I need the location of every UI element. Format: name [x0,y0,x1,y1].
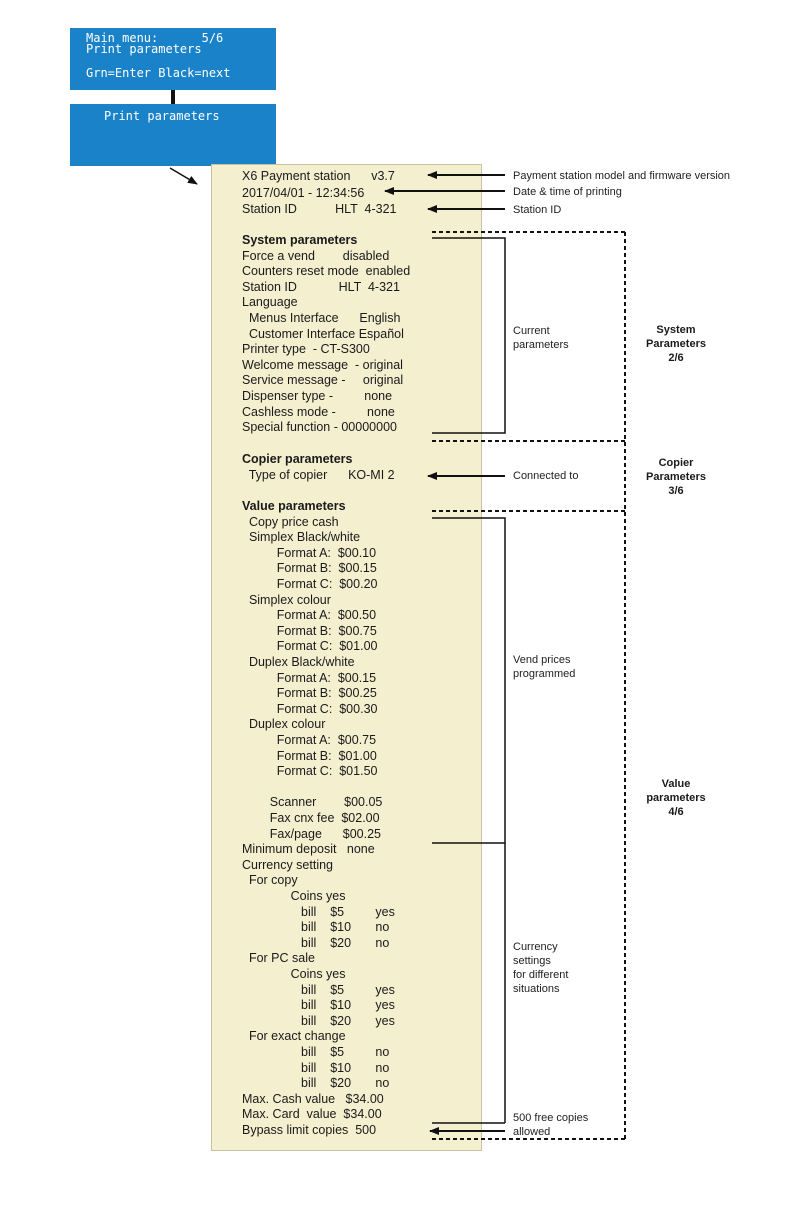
receipt-line: Cashless mode - none [242,404,395,419]
annotation-line: 500 free copies [513,1112,589,1124]
annotation-model: Payment station model and firmware version [513,170,731,182]
dashed-section-frames [432,232,625,1139]
receipt-line: Menus Interface English [242,311,401,325]
annotation-line: parameters [513,339,569,351]
receipt-line: Service message - original [242,373,404,388]
annotation-line: programmed [513,668,576,680]
receipt-line: Format A: $00.50 [242,608,377,623]
section-line: parameters [646,792,706,804]
annotation-connected-to: Connected to [513,470,579,482]
receipt-header-line: 2017/04/01 - 12:34:56 [242,185,365,200]
receipt-line: For copy [242,873,298,888]
receipt-line: Fax/page $00.25 [242,826,381,841]
receipt-line: For exact change [242,1029,346,1044]
section-line: 3/6 [668,485,684,497]
receipt-line: Format C: $01.00 [242,639,378,654]
lcd-line-1: Main menu: 5/6 [86,31,224,45]
annotation-line: allowed [513,1126,551,1138]
receipt-line: Welcome message - original [242,357,403,372]
annotation-line: Vend prices [513,654,571,666]
section-line: 2/6 [668,352,684,364]
receipt-line: bill $10 yes [242,998,395,1013]
receipt-line: bill $10 no [242,920,390,935]
receipt-line: Format C: $00.30 [242,701,378,716]
receipt-line: bill $5 yes [242,982,395,997]
receipt-line: Format C: $00.20 [242,577,378,591]
annotation-datetime: Date & time of printing [513,186,622,198]
annotation-line: Current [513,325,550,337]
receipt-line: Max. Cash value $34.00 [242,1091,384,1106]
section-line: Copier [658,457,694,469]
receipt-line: Station ID HLT 4-321 [242,279,400,294]
section-line: Parameters [646,338,706,350]
receipt-line: Format B: $00.75 [242,623,377,638]
receipt-line: Format B: $00.15 [242,561,377,576]
receipt-line: Language [242,295,298,310]
receipt-section-title: Copier parameters [242,452,353,466]
bracket-system [432,238,505,433]
annotation-station-id: Station ID [513,204,562,216]
annotation-line: Currency [513,941,558,953]
receipt-line: Bypass limit copies 500 [242,1123,377,1137]
receipt-line: Coins yes [242,967,346,981]
receipt-line: Dispenser type - none [242,389,393,403]
pointer-arrow-lcd-to-receipt [170,168,197,184]
receipt-line: For PC sale [242,951,315,966]
receipt-line: Counters reset mode enabled [242,264,411,279]
section-line: Parameters [646,471,706,483]
receipt-line: Simplex colour [242,592,331,607]
receipt-line: Coins yes [242,889,346,903]
section-line: 4/6 [668,806,684,818]
receipt-line: bill $10 no [242,1060,390,1075]
receipt-line: Scanner $00.05 [242,795,383,810]
receipt-line: Printer type - CT-S300 [242,342,370,357]
receipt-section-title: System parameters [242,233,358,247]
receipt-line: Format B: $01.00 [242,748,377,763]
receipt-section-title: Value parameters [242,499,346,513]
annotation-line: situations [513,983,560,995]
receipt-line: Force a vend disabled [242,248,390,263]
receipt-header-line: Station ID HLT 4-321 [242,202,397,216]
receipt-line: Fax cnx fee $02.00 [242,811,380,825]
lcd-print-line: Print parameters [104,109,220,123]
receipt-line: bill $20 yes [242,1013,395,1028]
receipt-line: bill $20 no [242,1076,390,1091]
receipt-line: Customer Interface Español [242,326,404,341]
section-line: System [656,324,696,336]
annotation-line: settings [513,955,551,967]
lcd-line-2: Print parameters [86,42,202,56]
receipt-line: Duplex colour [242,717,326,732]
receipt-line: bill $5 yes [242,904,395,919]
lcd-line-3: Grn=Enter Black=next [86,66,231,80]
receipt-header-line: X6 Payment station v3.7 [242,169,395,183]
section-line: Value [661,778,691,790]
receipt-line: Format C: $01.50 [242,764,378,779]
receipt-line: Format A: $00.75 [242,733,377,747]
receipt-line: Copy price cash [242,514,339,529]
receipt-line: Format B: $00.25 [242,686,377,701]
receipt-line: Special function - 00000000 [242,420,397,435]
receipt-line: Format A: $00.15 [242,670,377,685]
receipt-line: Minimum deposit none [242,842,375,857]
bracket-vend [432,518,505,843]
receipt-line: Type of copier KO-MI 2 [242,467,395,482]
receipt-line: Format A: $00.10 [242,545,377,560]
receipt-line: bill $20 no [242,935,390,950]
receipt-line: Max. Card value $34.00 [242,1107,382,1122]
receipt-line: Currency setting [242,857,334,872]
receipt-line: Duplex Black/white [242,655,355,669]
receipt-line: Simplex Black/white [242,530,361,545]
receipt-line: bill $5 no [242,1045,390,1059]
annotation-line: for different [513,969,569,981]
